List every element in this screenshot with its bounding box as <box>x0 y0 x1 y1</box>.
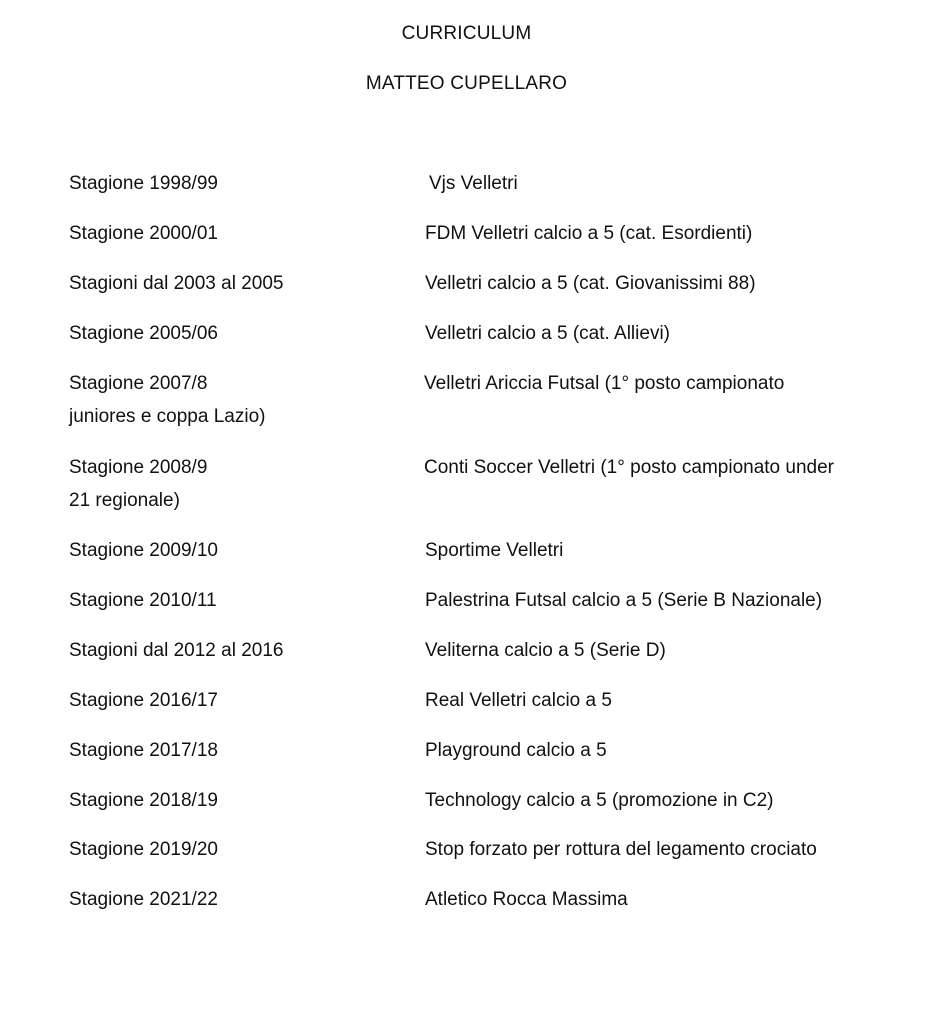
career-entry <box>0 173 933 213</box>
team-name: Technology calcio a 5 (promozione in C2) <box>425 790 774 811</box>
document-title: CURRICULUM <box>401 23 532 44</box>
team-name: Velletri calcio a 5 (cat. Giovanissimi 88) <box>425 273 756 294</box>
career-entry <box>0 323 933 363</box>
team-name: Playground calcio a 5 <box>425 740 607 761</box>
season-label: Stagioni dal 2012 al 2016 <box>69 640 284 661</box>
season-label: Stagione 2005/06 <box>69 323 218 344</box>
career-entry <box>0 889 933 929</box>
career-entry <box>0 839 933 879</box>
career-entry <box>0 273 933 313</box>
career-entry <box>0 590 933 630</box>
career-entry <box>0 640 933 680</box>
season-label: Stagione 2000/01 <box>69 223 218 244</box>
team-name: Sportime Velletri <box>425 540 564 561</box>
season-label: Stagione 2016/17 <box>69 690 218 711</box>
season-label: Stagione 1998/99 <box>69 173 218 194</box>
season-label: Stagione 2017/18 <box>69 740 218 761</box>
career-entry <box>0 457 933 532</box>
team-name: Veliterna calcio a 5 (Serie D) <box>425 640 666 661</box>
season-label: Stagione 2008/9 <box>69 457 208 478</box>
season-label: Stagione 2018/19 <box>69 790 218 811</box>
season-label: Stagione 2021/22 <box>69 889 218 910</box>
career-entry <box>0 373 933 448</box>
team-name: Stop forzato per rottura del legamento crociato <box>425 839 817 860</box>
career-entry <box>0 540 933 580</box>
team-name: Palestrina Futsal calcio a 5 (Serie B Nazionale) <box>425 590 823 611</box>
season-label: Stagione 2010/11 <box>69 590 217 611</box>
team-name: Conti Soccer Velletri (1° posto campionato under <box>424 457 834 478</box>
season-label: Stagione 2019/20 <box>69 839 218 860</box>
team-name: Real Velletri calcio a 5 <box>425 690 612 711</box>
team-name-continuation: juniores e coppa Lazio) <box>69 406 266 427</box>
season-label: Stagioni dal 2003 al 2005 <box>69 273 284 294</box>
team-name: Vjs Velletri <box>429 173 518 194</box>
team-name-continuation: 21 regionale) <box>69 490 180 511</box>
team-name: Velletri calcio a 5 (cat. Allievi) <box>425 323 670 344</box>
season-label: Stagione 2009/10 <box>69 540 218 561</box>
career-entry <box>0 223 933 263</box>
team-name: Velletri Ariccia Futsal (1° posto campionato <box>424 373 785 394</box>
person-name: MATTEO CUPELLARO <box>365 73 568 94</box>
career-entry <box>0 740 933 780</box>
team-name: FDM Velletri calcio a 5 (cat. Esordienti) <box>425 223 753 244</box>
team-name: Atletico Rocca Massima <box>425 889 628 910</box>
career-entry <box>0 790 933 830</box>
career-entry <box>0 690 933 730</box>
season-label: Stagione 2007/8 <box>69 373 208 394</box>
